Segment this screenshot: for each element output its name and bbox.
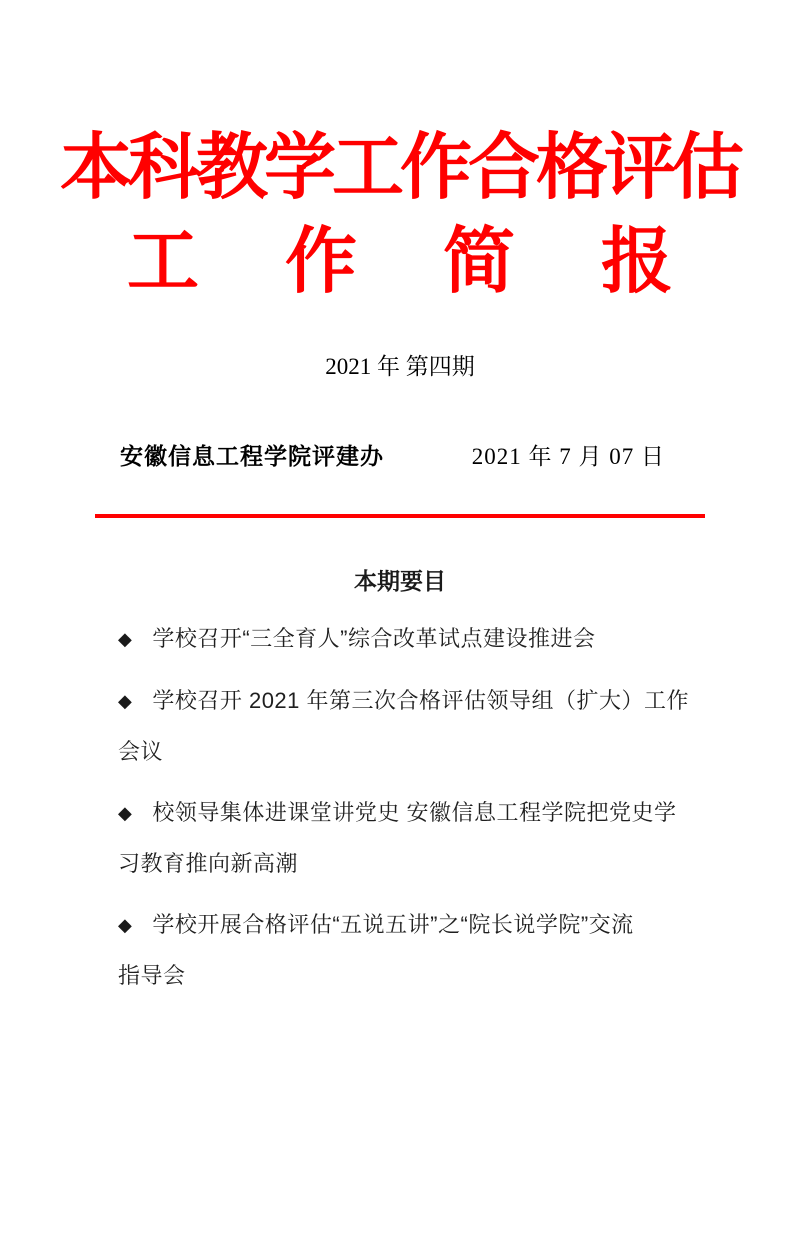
masthead bbox=[0, 128, 800, 302]
bulletin-title-line2: 工 作 简 报 bbox=[126, 222, 707, 302]
toc-item-text: 校领导集体进课堂讲党史 安徽信息工程学院把党史学 bbox=[152, 800, 677, 825]
diamond-bullet-icon: ◆ bbox=[118, 629, 133, 649]
toc-item-line-continuation: 习教育推向新高潮 bbox=[118, 851, 299, 876]
toc-item bbox=[95, 614, 705, 665]
byline-row bbox=[95, 442, 705, 472]
diamond-bullet-icon: ◆ bbox=[118, 915, 133, 935]
issue-number: 2021 年 第四期 bbox=[325, 354, 475, 379]
diamond-bullet-icon: ◆ bbox=[118, 803, 133, 823]
toc-item-line bbox=[118, 900, 705, 951]
toc-item bbox=[95, 676, 705, 777]
bulletin-cover-page bbox=[0, 128, 800, 1259]
toc-item-line bbox=[118, 788, 705, 839]
toc-list bbox=[95, 614, 705, 1001]
toc-item-line-continuation: 指导会 bbox=[118, 963, 186, 988]
toc-item bbox=[95, 788, 705, 889]
toc-item-line-continuation: 会议 bbox=[118, 739, 164, 764]
toc-item-line bbox=[118, 676, 705, 727]
toc-heading: 本期要目 bbox=[354, 568, 446, 594]
toc-item bbox=[95, 900, 705, 1001]
diamond-bullet-icon: ◆ bbox=[118, 691, 133, 711]
toc-item-text: 学校召开“三全育人”综合改革试点建设推进会 bbox=[152, 626, 596, 651]
red-divider-rule bbox=[95, 514, 705, 518]
publisher-name: 安徽信息工程学院评建办 bbox=[120, 444, 384, 469]
toc-item-text: 学校召开 2021 年第三次合格评估领导组（扩大）工作 bbox=[152, 688, 690, 713]
publication-date: 2021 年 7 月 07 日 bbox=[471, 444, 665, 469]
bulletin-title-line1: 本科教学工作合格评估 bbox=[59, 128, 740, 208]
toc-item-text: 学校开展合格评估“五说五讲”之“院长说学院”交流 bbox=[152, 912, 634, 937]
toc-item-line bbox=[118, 614, 705, 665]
